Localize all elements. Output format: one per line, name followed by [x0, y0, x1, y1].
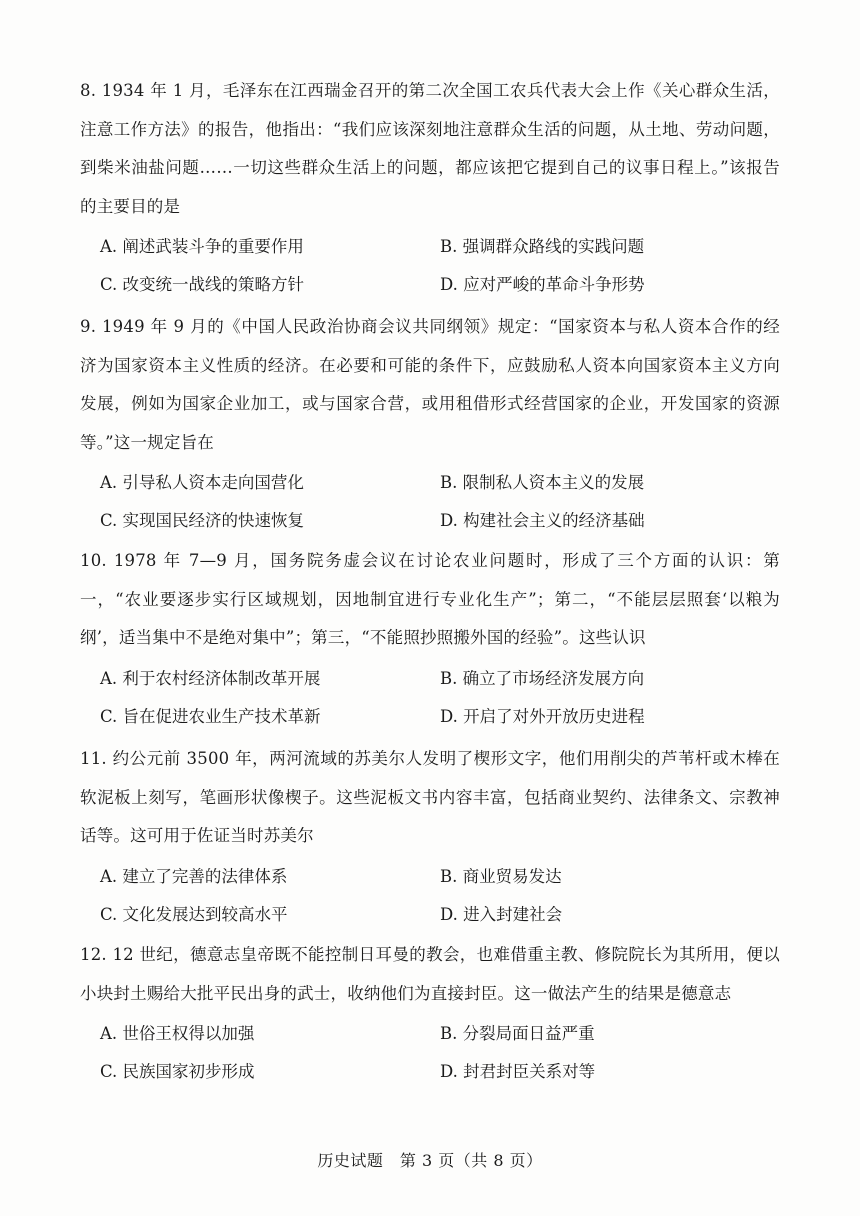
options-row [100, 894, 780, 932]
option-d: D. 开启了对外开放历史进程 [440, 706, 645, 726]
option-c: C. 旨在促进农业生产技术革新 [100, 706, 321, 726]
option-b: B. 分裂局面日益严重 [440, 1024, 595, 1043]
options-row [100, 462, 780, 500]
question-stem: 11. 约公元前 3500 年，两河流域的苏美尔人发明了楔形文字，他们用削尖的芦苇杆或木棒在软泥板上刻写，笔画形状像楔子。这些泥板文书内容丰富，包括商业契约、法律条文、宗教神话等。这可用于佐证当时苏美尔 [80, 749, 780, 845]
options-row [100, 696, 780, 734]
options-row [100, 856, 780, 894]
option-b: B. 强调群众路线的实践问题 [440, 237, 645, 256]
option-b: B. 确立了市场经济发展方向 [440, 668, 645, 688]
question-10 [80, 542, 780, 734]
question-8 [80, 72, 780, 302]
option-c: C. 文化发展达到较高水平 [100, 904, 288, 924]
options-row [100, 264, 780, 302]
option-d: D. 应对严峻的革命斗争形势 [440, 275, 645, 294]
option-d: D. 封君封臣关系对等 [440, 1062, 596, 1081]
option-c: C. 改变统一战线的策略方针 [100, 275, 305, 294]
options-row [100, 226, 780, 264]
options-group [100, 658, 780, 734]
question-stem: 12. 12 世纪，德意志皇帝既不能控制日耳曼的教会，也难借重主教、修院院长为其所用，便以小块封土赐给大批平民出身的武士，收纳他们为直接封臣。这一做法产生的结果是德意志 [80, 945, 780, 1003]
options-row [100, 1051, 780, 1089]
question-11 [80, 740, 780, 932]
option-a: A. 引导私人资本走向国营化 [100, 473, 304, 492]
options-row [100, 500, 780, 538]
option-a: A. 阐述武装斗争的重要作用 [100, 237, 304, 256]
options-group [100, 226, 780, 302]
question-stem: 9. 1949 年 9 月的《中国人民政治协商会议共同纲领》规定：“国家资本与私人资本合作的经济为国家资本主义性质的经济。在必要和可能的条件下，应鼓励私人资本向国家资本主义方向发展，例如为国家企业加工，或与国家合营，或用租借形式经营国家的企业，开发国家的资源等。”这一规定旨在 [80, 317, 780, 452]
option-d: D. 进入封建社会 [440, 904, 563, 924]
options-row [100, 658, 780, 696]
option-d: D. 构建社会主义的经济基础 [440, 511, 645, 530]
question-stem: 8. 1934 年 1 月，毛泽东在江西瑞金召开的第二次全国工农兵代表大会上作《关心群众生活，注意工作方法》的报告，他指出：“我们应该深刻地注意群众生活的问题，从土地、劳动问题，到柴米油盐问题……一切这些群众生活上的问题，都应该把它提到自己的议事日程上。”该报告的主要目的是 [80, 81, 780, 216]
option-a: A. 建立了完善的法律体系 [100, 866, 288, 886]
option-c: C. 实现国民经济的快速恢复 [100, 511, 305, 530]
option-c: C. 民族国家初步形成 [100, 1062, 255, 1081]
page-footer: 历史试题 第 3 页（共 8 页） [317, 1151, 543, 1170]
question-12 [80, 936, 780, 1089]
option-b: B. 限制私人资本主义的发展 [440, 473, 645, 492]
options-row [100, 1013, 780, 1051]
options-group [100, 1013, 780, 1089]
option-b: B. 商业贸易发达 [440, 866, 562, 886]
option-a: A. 世俗王权得以加强 [100, 1024, 255, 1043]
options-group [100, 856, 780, 932]
option-a: A. 利于农村经济体制改革开展 [100, 668, 321, 688]
question-stem: 10. 1978 年 7—9 月，国务院务虚会议在讨论农业问题时，形成了三个方面的认识：第一，“农业要逐步实行区域规划，因地制宜进行专业化生产”；第二，“不能层层照套‘以粮为纲’，适当集中不是绝对集中”；第三，“不能照抄照搬外国的经验”。这些认识 [80, 551, 780, 647]
options-group [100, 462, 780, 538]
question-9 [80, 308, 780, 538]
